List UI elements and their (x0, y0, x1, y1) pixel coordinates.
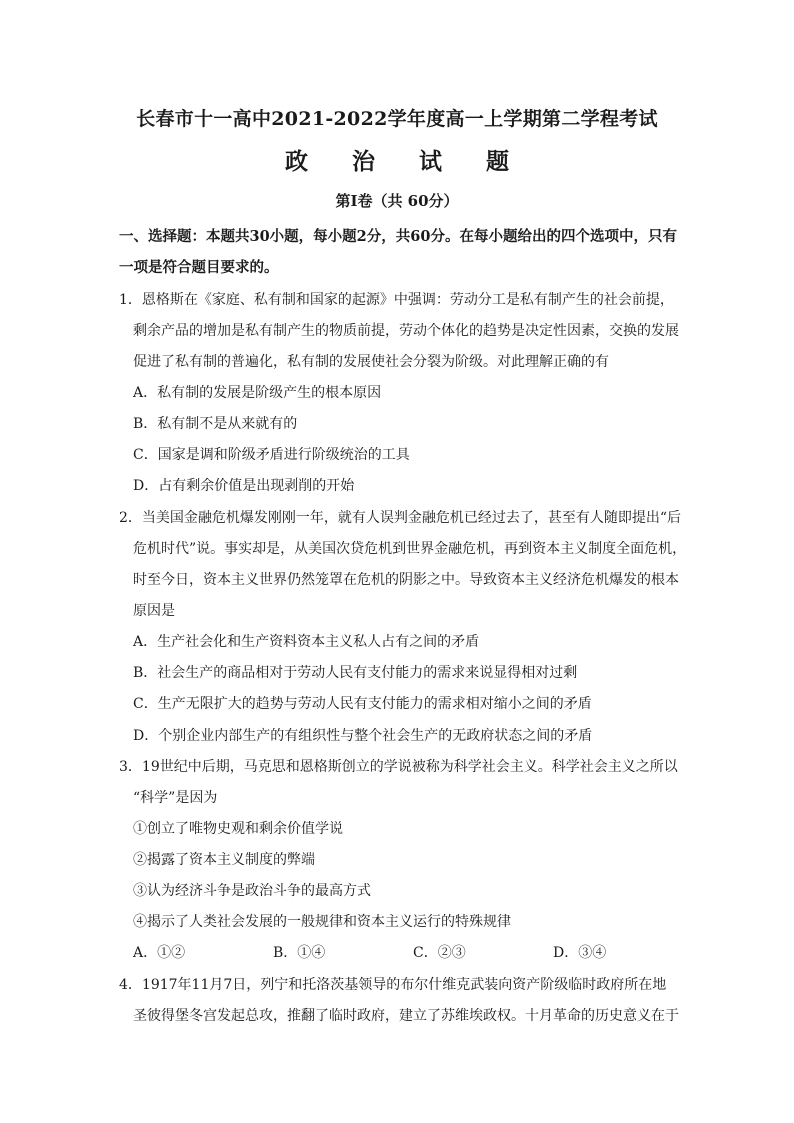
q1-option-d: D．占有剩余价值是出现剥削的开始 (133, 478, 355, 494)
q4-stem-line-1: 4．1917年11月7日，列宁和托洛茨基领导的布尔什维克武装向资产阶级临时政府所在地 (119, 977, 667, 993)
subject-char: 题 (486, 148, 509, 175)
q2-stem-line-1: 2．当美国金融危机爆发刚刚一年，就有人误判金融危机已经过去了，甚至有人随即提出“后 (119, 510, 682, 526)
q1-option-c: C．国家是调和阶级矛盾进行阶级统治的工具 (133, 447, 410, 463)
q2-option-d: D．个别企业内部生产的有组织性与整个社会生产的无政府状态之间的矛盾 (133, 728, 593, 744)
q2-stem-line-2: 危机时代”说。事实却是，从美国次贷危机到世界金融危机，再到资本主义制度全面危机， (133, 541, 687, 557)
q3-stem-line-2: “科学”是因为 (133, 790, 218, 806)
q3-option-b: B．①④ (273, 945, 326, 961)
q2-stem-line-3: 时至今日，资本主义世界仍然笼罩在危机的阴影之中。导致资本主义经济危机爆发的根本 (133, 572, 679, 588)
q3-statement-1: ①创立了唯物史观和剩余价值学说 (133, 821, 343, 837)
q1-stem-line-1: 1．恩格斯在《家庭、私有制和国家的起源》中强调：劳动分工是私有制产生的社会前提， (119, 292, 674, 308)
q1-stem-line-2: 剩余产品的增加是私有制产生的物质前提，劳动个体化的趋势是决定性因素，交换的发展 (133, 323, 679, 339)
subject-char: 治 (352, 148, 375, 175)
q2-option-b: B．社会生产的商品相对于劳动人民有支付能力的需求来说显得相对过剩 (133, 665, 578, 681)
q3-options-row (133, 943, 693, 963)
section-instruction-line-1: 一、选择题：本题共30小题，每小题2分，共60分。在每小题给出的四个选项中，只有 (119, 228, 677, 245)
subject-char: 政 (285, 148, 308, 175)
section-instruction-line-2: 一项是符合题目要求的。 (119, 259, 279, 276)
q3-statement-2: ②揭露了资本主义制度的弊端 (133, 852, 315, 868)
subject-heading (0, 143, 794, 176)
q1-option-a: A．私有制的发展是阶级产生的根本原因 (133, 385, 382, 401)
q3-stem-line-1: 3．19世纪中后期，马克思和恩格斯创立的学说被称为科学社会主义。科学社会主义之所以 (119, 759, 678, 775)
q3-statement-4: ④揭示了人类社会发展的一般规律和资本主义运行的特殊规律 (133, 914, 511, 930)
q2-stem-line-4: 原因是 (133, 603, 175, 619)
q2-option-a: A．生产社会化和生产资料资本主义私人占有之间的矛盾 (133, 634, 480, 650)
subject-char: 试 (419, 148, 442, 175)
q3-statement-3: ③认为经济斗争是政治斗争的最高方式 (133, 883, 371, 899)
part-label: 第Ⅰ卷（共 60分） (335, 192, 459, 210)
q3-option-c: C．②③ (413, 945, 466, 961)
q1-stem-line-3: 促进了私有制的普遍化，私有制的发展使社会分裂为阶级。对此理解正确的有 (133, 354, 609, 370)
q1-option-b: B．私有制不是从来就有的 (133, 416, 298, 432)
q3-option-d: D．③④ (553, 945, 607, 961)
q4-stem-line-2: 圣彼得堡冬宫发起总攻，推翻了临时政府，建立了苏维埃政权。十月革命的历史意义在于 (133, 1008, 679, 1024)
q2-option-c: C．生产无限扩大的趋势与劳动人民有支付能力的需求相对缩小之间的矛盾 (133, 696, 592, 712)
q3-option-a: A．①② (133, 945, 186, 961)
exam-title: 长春市十一高中2021-2022学年度高一上学期第二学程考试 (136, 108, 658, 130)
